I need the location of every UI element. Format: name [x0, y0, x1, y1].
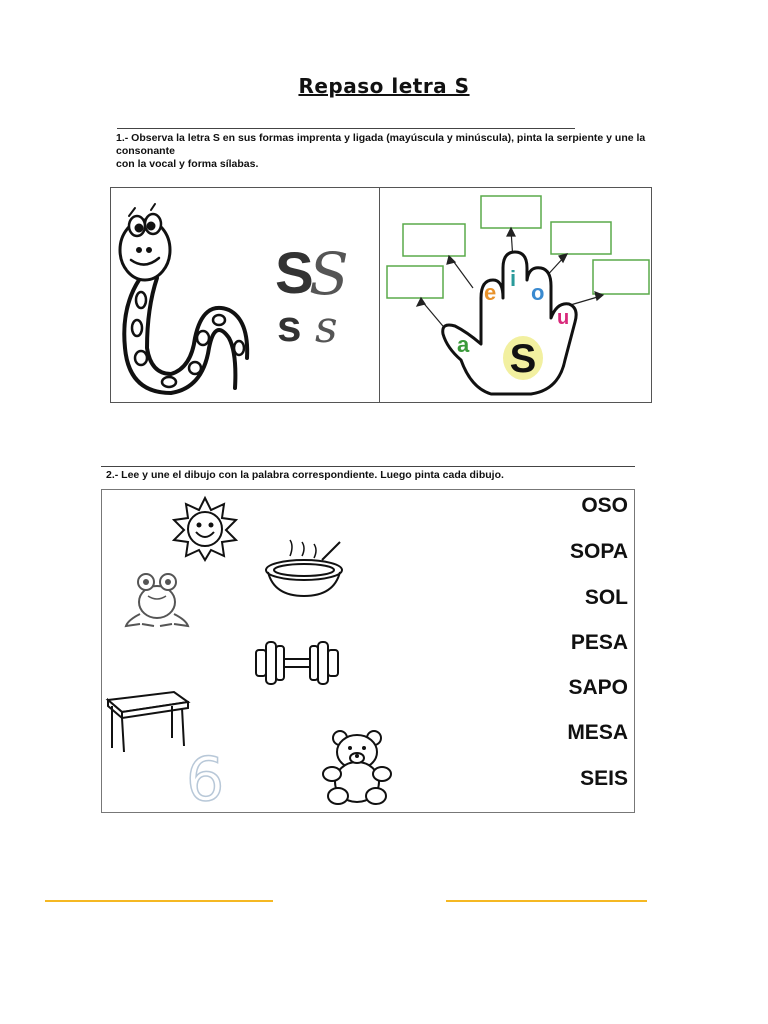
script-uppercase-s: S: [309, 240, 349, 308]
syllable-box-i: [481, 196, 541, 228]
soup-bowl-icon: [260, 540, 350, 598]
frog-icon: [124, 568, 190, 630]
section1-top-rule: [117, 128, 575, 129]
hand-vowels-diagram: [381, 188, 653, 402]
print-uppercase-s: S: [275, 241, 314, 306]
word-pesa: PESA: [570, 631, 628, 654]
word-mesa: MESA: [567, 721, 628, 744]
page-title: Repaso letra S: [298, 74, 470, 98]
signature-line-right: [446, 900, 647, 902]
word-sopa: SOPA: [570, 540, 628, 563]
section2-instruction: 2.- Lee y une el dibujo con la palabra correspondiente. Luego pinta cada dibujo.: [106, 469, 504, 481]
section2-panel: [101, 489, 635, 813]
section1-panel: [110, 187, 652, 403]
script-lowercase-s: s: [315, 302, 338, 353]
section2-top-rule: [101, 466, 635, 467]
dumbbell-icon: [254, 636, 340, 690]
vowel-o: o: [531, 280, 545, 305]
snake-icon: [111, 188, 261, 402]
teddy-bear-icon: [320, 728, 396, 806]
word-sol: SOL: [584, 586, 628, 609]
section1-instruction: [116, 132, 676, 171]
vowel-a: a: [457, 332, 470, 357]
signature-line-left: [45, 900, 273, 902]
number-six-icon: 6: [186, 745, 225, 815]
sun-icon: [170, 496, 240, 560]
syllable-box-a: [387, 266, 443, 298]
syllable-box-e: [403, 224, 465, 256]
word-seis: SEIS: [580, 767, 628, 790]
syllable-box-u: [593, 260, 649, 294]
vowel-e: e: [484, 280, 497, 305]
vowel-i: i: [510, 266, 517, 291]
section1-panel-divider: [379, 188, 380, 402]
letter-forms: [267, 240, 367, 370]
section1-instruction-line1: 1.- Observa la letra S en sus formas imprenta y ligada (mayúscula y minúscula), pinta la serpiente y une la consonante: [116, 132, 646, 157]
table-icon: [104, 688, 190, 754]
word-oso: OSO: [581, 494, 628, 517]
section1-instruction-line2: con la vocal y forma sílabas.: [116, 158, 259, 170]
palm-letter-s: S: [509, 337, 537, 381]
print-lowercase-s: s: [277, 302, 302, 351]
syllable-box-o: [551, 222, 611, 254]
word-sapo: SAPO: [568, 676, 628, 699]
vowel-u: u: [557, 307, 570, 329]
